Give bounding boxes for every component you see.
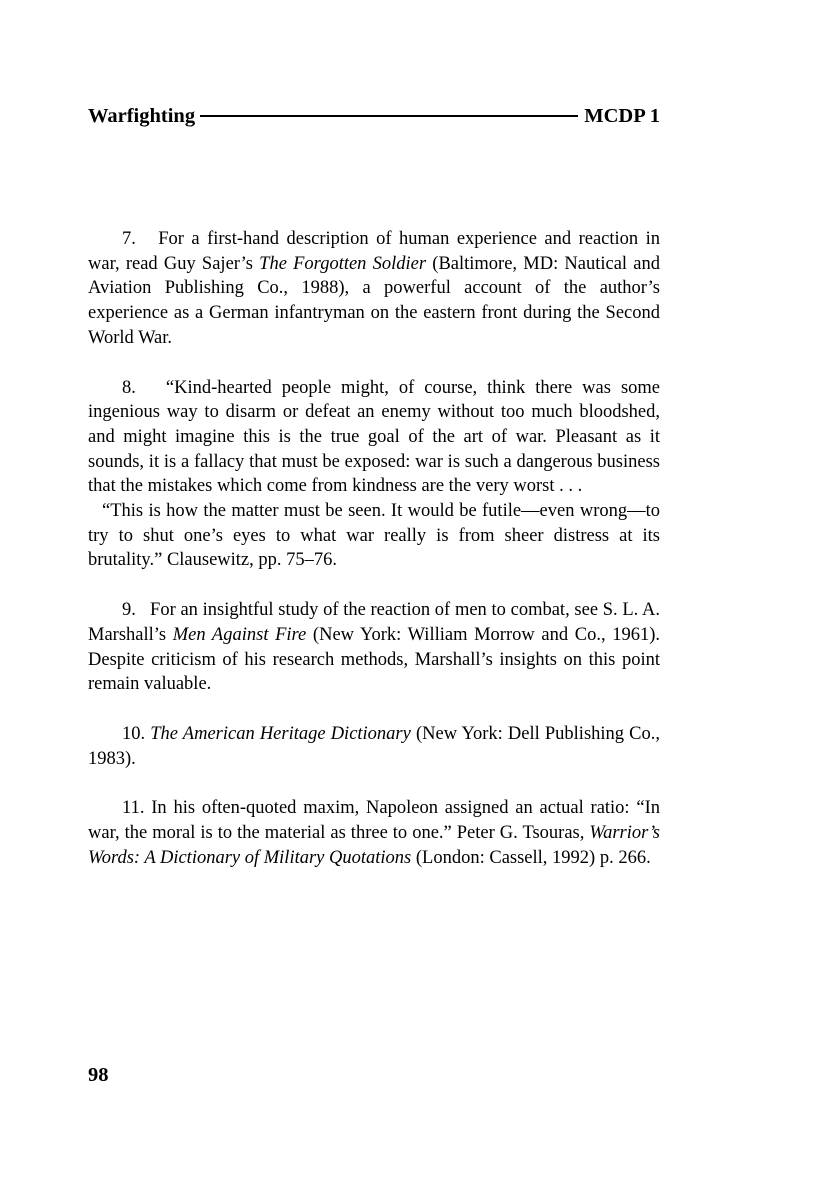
endnote-11 [88, 796, 660, 870]
endnote-7 [88, 227, 660, 351]
endnote-paragraph [88, 227, 660, 351]
endnote-number: 11. [122, 798, 145, 819]
endnote-number: 7. [122, 229, 136, 249]
endnote-title: Men Against Fire [172, 624, 307, 645]
endnote-text: (Baltimore, MD: Nautical and Aviation Publishing Co., 1988), a powerful account of the author’s experience as a German infantryman on the eastern front during the Second World War. [88, 253, 660, 348]
endnote-paragraph [88, 499, 660, 573]
endnote-text: For a first-hand description of human experience and reaction in war, read Guy Sajer’s [88, 229, 660, 274]
endnote-number: 10. [122, 723, 146, 744]
endnote-9 [88, 598, 660, 697]
endnote-title: Warrior’s Words: A Dictionary of Military Quotations [88, 823, 660, 868]
endnote-number: 8. [122, 377, 136, 398]
endnote-paragraph [88, 598, 660, 697]
endnote-8 [88, 376, 660, 574]
endnote-text: “Kind-hearted people might, of course, think there was some ingenious way to disarm or defeat an enemy without too much bloodshed, and might imagine this is the true goal of the art of war. Pleasant as it sounds, it is a fallacy that must be exposed: war is such a dangerous business that the mistakes which come from kindness are the very worst . . . [88, 377, 661, 497]
endnote-paragraph [88, 376, 660, 500]
header-title-left: Warfighting [88, 104, 196, 127]
endnote-paragraph [88, 796, 660, 870]
page-number: 98 [88, 1064, 109, 1086]
endnote-title: The Forgotten Soldier [259, 253, 427, 274]
endnote-text: (London: Cassell, 1992) p. 266. [411, 847, 651, 868]
endnote-title: The American Heritage Dictionary [150, 723, 411, 744]
running-header [88, 101, 660, 131]
endnote-text: In his often-quoted maxim, Napoleon assigned an actual ratio: “In war, the moral is to the material as three to one.” Peter G. Tsouras, [88, 798, 661, 844]
endnote-paragraph [88, 722, 660, 771]
endnote-number: 9. [122, 600, 136, 621]
header-title-right: MCDP 1 [584, 104, 660, 127]
endnote-text: (New York: William Morrow and Co., 1961). Despite criticism of his research methods, Marshall’s insights on this point remain valuable. [88, 624, 661, 695]
endnote-10 [88, 722, 660, 771]
endnote-text: (New York: Dell Publishing Co., 1983). [88, 723, 660, 769]
endnotes [88, 227, 660, 870]
header-rule [200, 115, 578, 117]
endnote-text: For an insightful study of the reaction of men to combat, see S. L. A. Marshall’s [88, 600, 660, 645]
endnote-text: “This is how the matter must be seen. It would be futile—even wrong—to try to shut one’s eyes to what war really is from sheer distress at its brutality.” Clausewitz, pp. 75–76. [88, 501, 660, 571]
